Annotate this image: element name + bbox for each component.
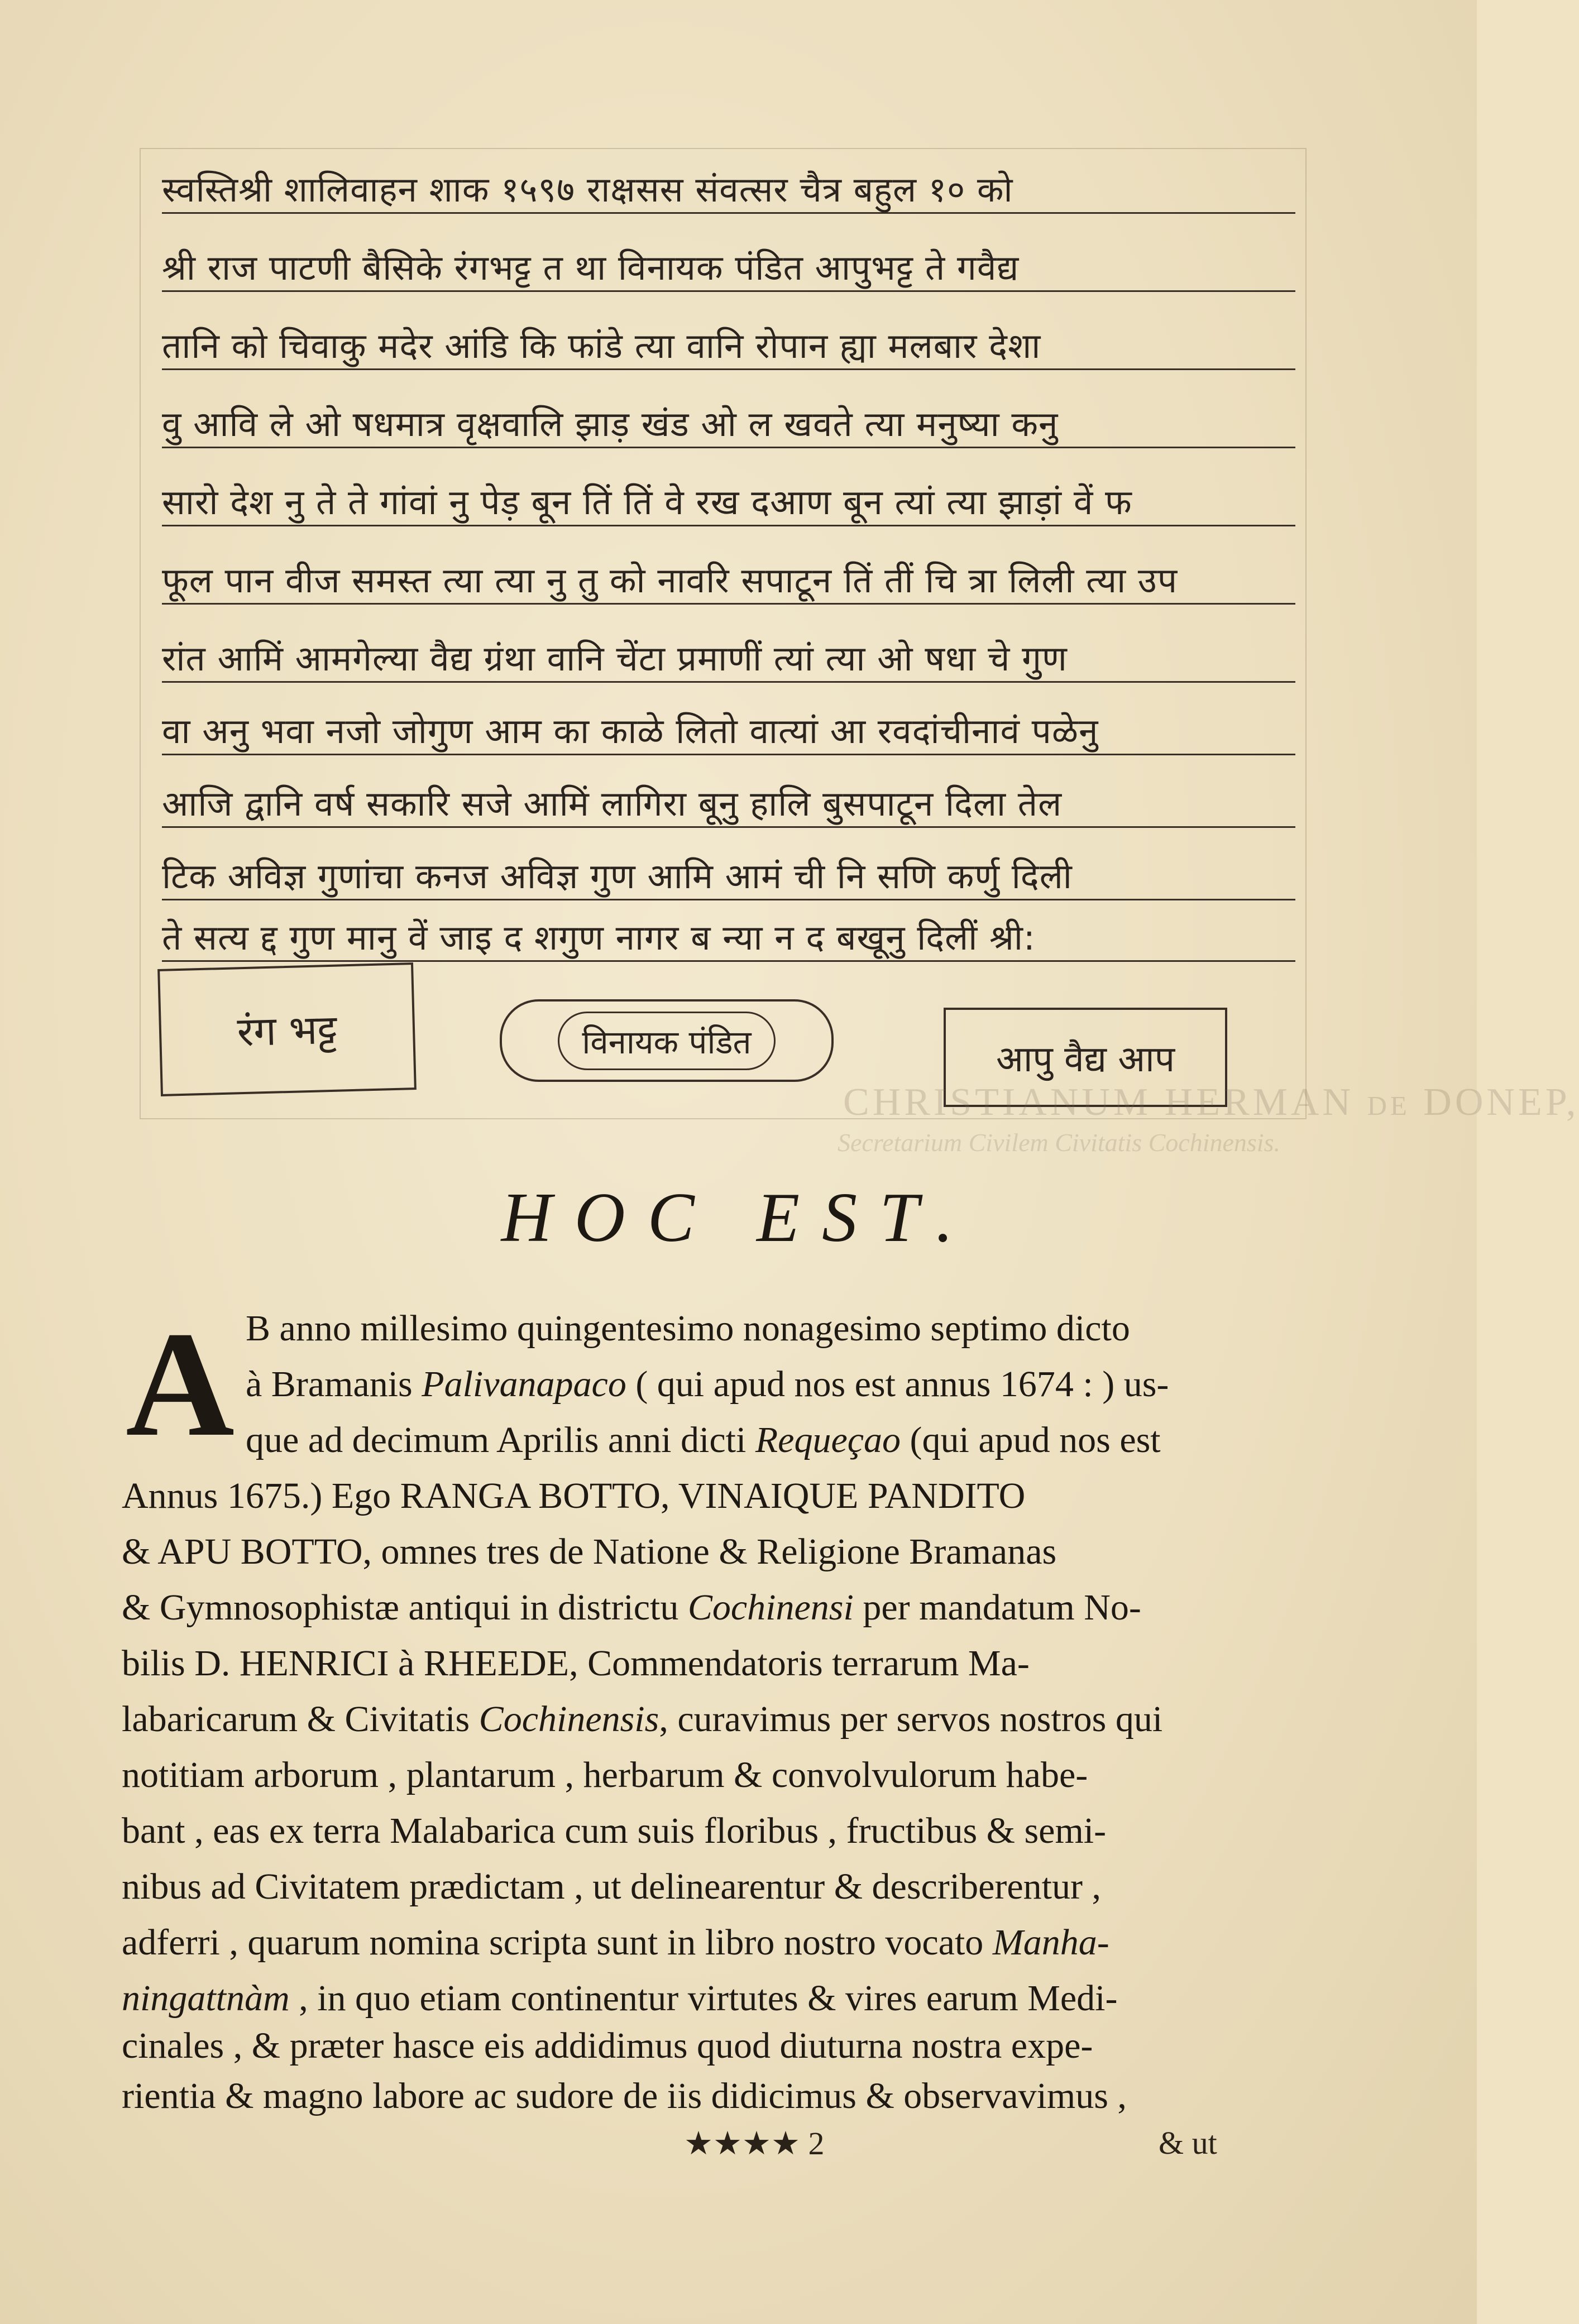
- catchword: & ut: [1159, 2125, 1217, 2161]
- text-line-6: & Gymnosophistæ antiqui in districtu Cochinensi per mandatum No-: [122, 1587, 1141, 1628]
- signature-apu-botto: आपु वैद्य आप: [944, 1008, 1227, 1107]
- manuscript-line-1: स्वस्तिश्री शालिवाहन शाक १५९७ राक्षसस संवत्सर चैत्र बहुल १० को: [162, 167, 1295, 214]
- bleed-through-line-1: CHRISTIANUM HERMAN de DONEP,: [843, 1081, 1579, 1124]
- text-line-13: ningattnàm , in quo etiam continentur virtutes & vires earum Medi-: [122, 1978, 1118, 2019]
- text-line-3: que ad decimum Aprilis anni dicti Requeçao (qui apud nos est: [246, 1420, 1161, 1460]
- page-heading: HOC EST.: [501, 1179, 976, 1257]
- manuscript-line-2: श्री राज पाटणी बैसिके रंगभट्ट त था विनायक पंडित आपुभट्ट ते गवैद्य: [162, 246, 1295, 292]
- text-line-5: & APU BOTTO, omnes tres de Natione & Religione Bramanas: [122, 1531, 1057, 1572]
- text-line-14: cinales , & præter hasce eis addidimus quod diuturna nostra expe-: [122, 2025, 1093, 2066]
- manuscript-line-8: वा अनु भवा नजो जोगुण आम का काळे लितो वात्यां आ रवदांचीनावं पळेनु: [162, 709, 1295, 755]
- bleed-through-line-2: Secretarium Civilem Civitatis Cochinensis.: [838, 1128, 1280, 1157]
- manuscript-line-4: वु आवि ले ओ षधमात्र वृक्षवालि झाड़ खंड ओ ल खवते त्या मनुष्या कनु: [162, 402, 1295, 448]
- drop-cap: A: [126, 1301, 235, 1468]
- text-line-8: labaricarum & Civitatis Cochinensis, curavimus per servos nostros qui: [122, 1699, 1163, 1740]
- text-line-9: notitiam arborum , plantarum , herbarum & convolvulorum habe-: [122, 1755, 1088, 1795]
- manuscript-line-6: फूल पान वीज समस्त त्या त्या नु तु को नावरि सपाटून तिं तीं चि त्रा लिली त्या उप: [162, 558, 1295, 605]
- manuscript-line-10: टिक अविज्ञ गुणांचा कनज अविज्ञ गुण आमि आमं ची नि सणि कर्णु दिली: [162, 854, 1295, 900]
- text-line-10: bant , eas ex terra Malabarica cum suis floribus , fructibus & semi-: [122, 1810, 1107, 1851]
- manuscript-line-11: ते सत्य द्द गुण मानु वें जाइ द शगुण नागर ब न्या न द बखूनु दिलीं श्री:: [162, 916, 1295, 962]
- text-line-4: Annus 1675.) Ego RANGA BOTTO, VINAIQUE PANDITO: [122, 1475, 1026, 1516]
- text-line-15: rientia & magno labore ac sudore de iis didicimus & observavimus ,: [122, 2076, 1127, 2116]
- text-line-11: nibus ad Civitatem prædictam , ut delinearentur & describerentur ,: [122, 1866, 1101, 1907]
- signature-vinaique-pandito: [500, 999, 834, 1082]
- manuscript-line-7: रांत आमिं आमगेल्या वैद्य ग्रंथा वानि चेंटा प्रमाणीं त्यां त्या ओ षधा चे गुण: [162, 636, 1295, 683]
- signature-vinaique-text: विनायक पंडित: [558, 1012, 775, 1070]
- text-line-7: bilis D. HENRICI à RHEEDE, Commendatoris terrarum Ma-: [122, 1643, 1030, 1684]
- text-line-12: adferri , quarum nomina scripta sunt in libro nostro vocato Manha-: [122, 1922, 1109, 1963]
- signature-mark: ★★★★ 2: [684, 2125, 825, 2162]
- manuscript-line-9: आजि द्वानि वर्ष सकारि सजे आमिं लागिरा बूनु हालि बुसपाटून दिला तेल: [162, 782, 1295, 828]
- text-line-1: B anno millesimo quingentesimo nonagesimo septimo dicto: [246, 1308, 1130, 1349]
- signature-ranga-botto: रंग भट्ट: [157, 962, 417, 1096]
- text-line-2: à Bramanis Palivanapaco ( qui apud nos est annus 1674 : ) us-: [246, 1364, 1169, 1405]
- manuscript-line-5: सारो देश नु ते ते गांवां नु पेड़ बून तिं तिं वे रख दआण बून त्यां त्या झाड़ां वें फ: [162, 480, 1295, 526]
- manuscript-line-3: तानि को चिवाकु मदेर आंडि कि फांडे त्या वानि रोपान ह्या मलबार देशा: [162, 324, 1295, 370]
